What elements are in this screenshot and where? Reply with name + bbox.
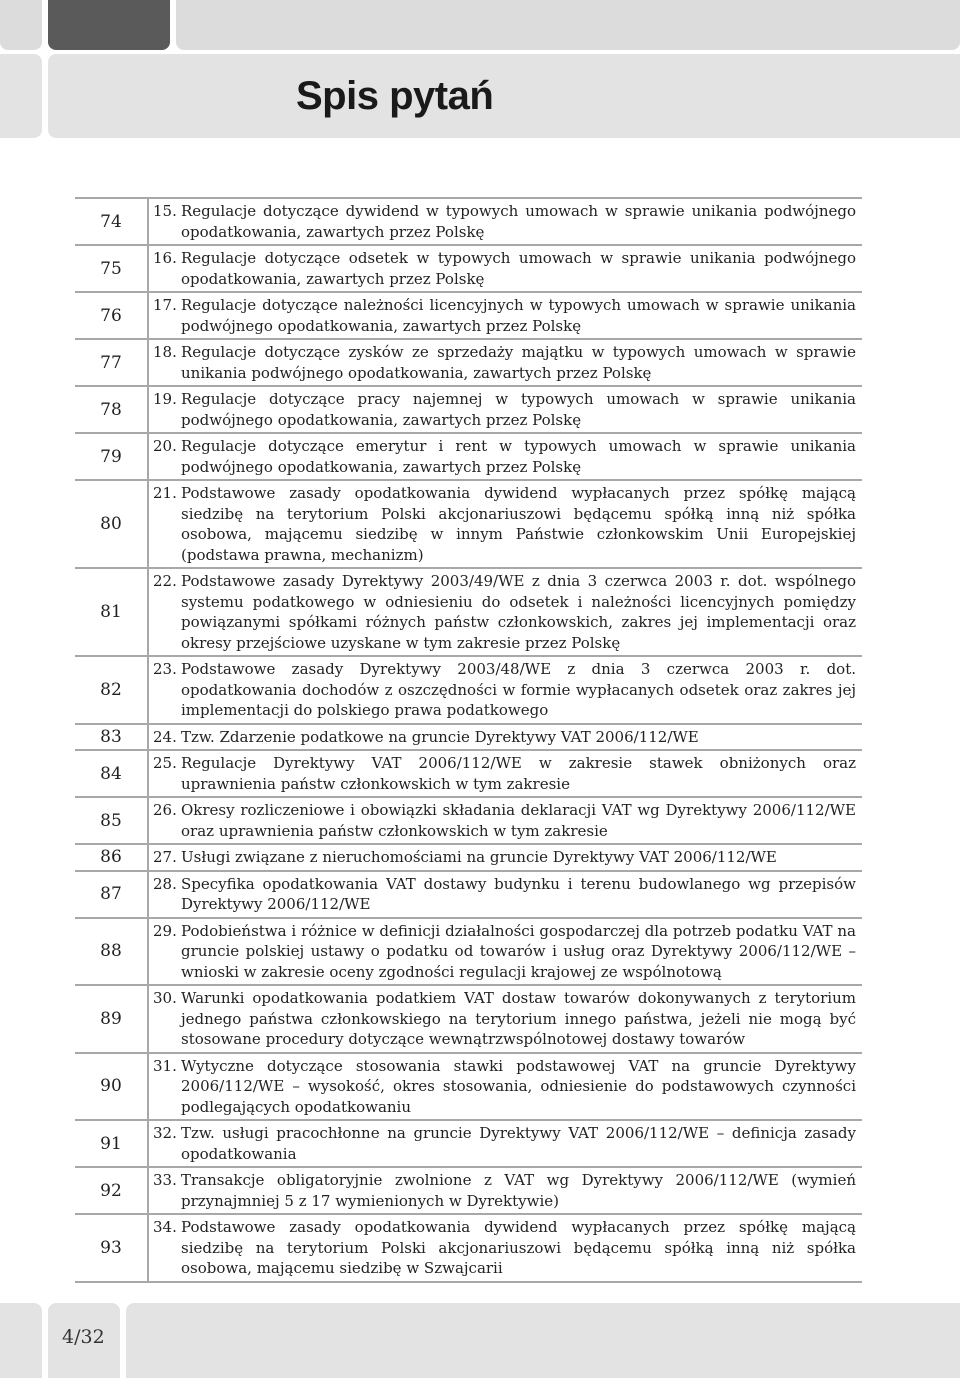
toc-row[interactable] [75,434,862,481]
toc-question-text: Podstawowe zasady opodatkowania dywidend wypłacanych przez spółkę mającą siedzibę na terytorium Polski akcjonariuszowi będącemu spółką inną niż spółka osobowa, mającemu siedzibę w innym Państwie członkowskim Unii Europejskiej (podstawa prawna, mechanizm) [181,484,856,564]
toc-question-number: 34. [153,1218,177,1236]
toc-page-number: 88 [75,919,149,985]
toc-entry [149,1215,862,1281]
toc-question-text: Tzw. usługi pracochłonne na gruncie Dyrektywy VAT 2006/112/WE – definicja zasady opodatkowania [181,1124,856,1163]
toc-entry [149,1054,862,1120]
toc-row[interactable] [75,872,862,919]
toc-page-number: 85 [75,798,149,843]
toc-row[interactable] [75,481,862,569]
toc-question-number: 20. [153,437,177,455]
toc-question-number: 26. [153,801,177,819]
toc-row[interactable] [75,246,862,293]
toc-page-number: 80 [75,481,149,567]
toc-question-text: Podstawowe zasady Dyrektywy 2003/48/WE z dnia 3 czerwca 2003 r. dot. opodatkowania dochodów z oszczędności w formie wypłacanych odsetek oraz zakres jej implementacji do polskiego prawa podatkowego [181,660,856,719]
toc-question-number: 24. [153,727,177,746]
toc-row[interactable] [75,387,862,434]
toc-entry [149,340,862,385]
toc-row[interactable] [75,1215,862,1283]
toc-question-number: 29. [153,921,177,940]
toc-question-number: 19. [153,390,177,408]
toc-row[interactable] [75,569,862,657]
toc-question-text: Regulacje dotyczące emerytur i rent w typowych umowach w sprawie unikania podwójnego opodatkowania, zawartych przez Polskę [181,437,856,476]
toc-entry [149,293,862,338]
toc-question-text: Regulacje Dyrektywy VAT 2006/112/WE w zakresie stawek obniżonych oraz uprawnienia państw członkowskich w tym zakresie [181,754,856,793]
toc-page-number: 75 [75,246,149,291]
toc-page-number: 82 [75,657,149,723]
toc-question-text: Usługi związane z nieruchomościami na gruncie Dyrektywy VAT 2006/112/WE [181,848,777,866]
toc-row[interactable] [75,1054,862,1122]
toc-question-number: 18. [153,343,177,361]
toc-entry [149,434,862,479]
toc-row[interactable] [75,845,862,872]
toc-question-number: 32. [153,1124,177,1142]
toc-row[interactable] [75,798,862,845]
toc-page-number: 84 [75,751,149,796]
toc-question-text: Regulacje dotyczące należności licencyjnych w typowych umowach w sprawie unikania podwójnego opodatkowania, zawartych przez Polskę [181,296,856,335]
toc-entry [149,199,862,244]
toc-page-number: 81 [75,569,149,655]
toc-page-number: 78 [75,387,149,432]
toc-question-text: Podstawowe zasady Dyrektywy 2003/49/WE z dnia 3 czerwca 2003 r. dot. wspólnego systemu podatkowego w odniesieniu do odsetek i należności licencyjnych pomiędzy powiązanymi spółkami różnych państw członkowskich, zakres jej implementacji oraz okresy przejściowe uzyskane w tym zakresie przez Polskę [181,572,856,652]
toc-page-number: 86 [75,845,149,870]
toc-entry [149,569,862,655]
toc-page-number: 93 [75,1215,149,1281]
toc-entry [149,1168,862,1213]
toc-question-number: 31. [153,1056,177,1075]
toc-page-number: 92 [75,1168,149,1213]
footer-right [126,1303,960,1378]
toc-entry [149,725,862,750]
toc-entry [149,798,862,843]
toc-page-number: 79 [75,434,149,479]
toc-question-text: Okresy rozliczeniowe i obowiązki składania deklaracji VAT wg Dyrektywy 2006/112/WE oraz uprawnienia państw członkowskich w tym zakresie [181,801,856,840]
toc-question-text: Transakcje obligatoryjnie zwolnione z VAT wg Dyrektywy 2006/112/WE (wymień przynajmniej 5 z 17 wymienionych w Dyrektywie) [181,1171,856,1210]
toc-question-number: 16. [153,249,177,267]
toc-row[interactable] [75,293,862,340]
toc-question-text: Regulacje dotyczące dywidend w typowych umowach w sprawie unikania podwójnego opodatkowania, zawartych przez Polskę [181,202,856,241]
toc-question-number: 27. [153,848,177,866]
toc-question-number: 15. [153,202,177,220]
toc-question-text: Regulacje dotyczące zysków ze sprzedaży majątku w typowych umowach w sprawie unikania podwójnego opodatkowania, zawartych przez Polskę [181,343,856,382]
toc-row[interactable] [75,1121,862,1168]
toc-entry [149,387,862,432]
top-tab-bar [0,0,960,50]
top-tab-right [176,0,960,50]
toc-question-number: 21. [153,484,177,502]
toc-question-number: 28. [153,874,177,893]
toc-row[interactable] [75,751,862,798]
table-of-contents [75,197,862,1283]
toc-row[interactable] [75,986,862,1054]
title-band-right [48,54,960,138]
toc-entry [149,845,862,870]
toc-question-text: Regulacje dotyczące odsetek w typowych umowach w sprawie unikania podwójnego opodatkowania, zawartych przez Polskę [181,249,856,288]
toc-entry [149,919,862,985]
toc-entry [149,246,862,291]
toc-page-number: 83 [75,725,149,750]
toc-entry [149,1121,862,1166]
toc-question-number: 33. [153,1171,177,1189]
title-band-left [0,54,42,138]
toc-question-number: 22. [153,572,177,590]
page-number: 4/32 [62,1326,105,1348]
toc-entry [149,657,862,723]
toc-question-number: 25. [153,754,177,772]
toc-page-number: 76 [75,293,149,338]
toc-page-number: 87 [75,872,149,917]
footer-left [0,1303,42,1378]
toc-entry [149,986,862,1052]
toc-page-number: 74 [75,199,149,244]
toc-row[interactable] [75,199,862,246]
toc-row[interactable] [75,340,862,387]
toc-question-text: Wytyczne dotyczące stosowania stawki podstawowej VAT na gruncie Dyrektywy 2006/112/WE – wysokość, okres stosowania, odniesienie do podstawowych czynności podlegających opodatkowaniu [181,1056,856,1116]
top-tab-left [0,0,42,50]
toc-page-number: 89 [75,986,149,1052]
page-title: Spis pytań [296,74,494,118]
toc-question-text: Tzw. Zdarzenie podatkowe na gruncie Dyrektywy VAT 2006/112/WE [181,727,699,746]
toc-entry [149,751,862,796]
toc-entry [149,872,862,917]
toc-question-text: Specyfika opodatkowania VAT dostawy budynku i terenu budowlanego wg przepisów Dyrektywy 2006/112/WE [181,874,856,913]
toc-question-text: Warunki opodatkowania podatkiem VAT dostaw towarów dokonywanych z terytorium jednego państwa członkowskiego na terytorium innego państwa, jeżeli nie mogą być stosowane procedury dotyczące wewnątrzwspólnotowej dostawy towarów [181,989,856,1048]
toc-entry [149,481,862,567]
toc-question-number: 30. [153,989,177,1007]
toc-question-text: Podstawowe zasady opodatkowania dywidend wypłacanych przez spółkę mającą siedzibę na terytorium Polski akcjonariuszowi będącemu spółką inną niż spółka osobowa, mającemu siedzibę w Szwajcarii [181,1218,856,1277]
toc-question-text: Podobieństwa i różnice w definicji działalności gospodarczej dla potrzeb podatku VAT na gruncie polskiej ustawy o podatku od towarów i usług oraz Dyrektywy 2006/112/WE – wnioski w zakresie oceny zgodności regulacji krajowej ze wspólnotową [181,921,856,981]
toc-page-number: 91 [75,1121,149,1166]
footer [0,1303,960,1378]
toc-page-number: 77 [75,340,149,385]
toc-row[interactable] [75,919,862,987]
toc-question-number: 17. [153,296,177,314]
toc-question-text: Regulacje dotyczące pracy najemnej w typowych umowach w sprawie unikania podwójnego opodatkowania, zawartych przez Polskę [181,390,856,429]
toc-row[interactable] [75,725,862,752]
toc-row[interactable] [75,1168,862,1215]
toc-row[interactable] [75,657,862,725]
toc-page-number: 90 [75,1054,149,1120]
toc-question-number: 23. [153,660,177,678]
top-tab-active [48,0,170,50]
